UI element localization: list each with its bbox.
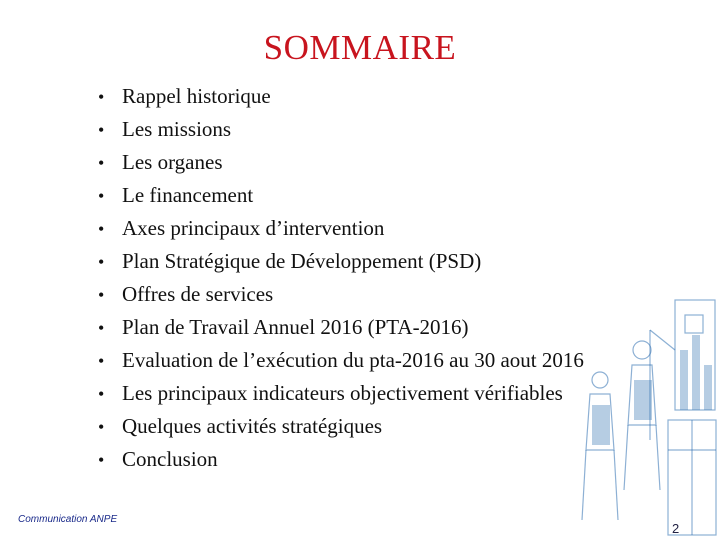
list-item — [98, 278, 584, 311]
summary-list — [98, 80, 584, 476]
bullet-icon: • — [98, 384, 105, 404]
list-item-text: Les organes — [122, 150, 223, 174]
list-item — [98, 212, 584, 245]
list-item-text: Evaluation de l’exécution du pta-2016 au 30 aout 2016 — [122, 348, 584, 372]
list-item — [98, 344, 584, 377]
list-item-text: Plan Stratégique de Développement (PSD) — [122, 249, 482, 273]
bullet-icon: • — [98, 285, 105, 305]
bullet-icon: • — [98, 417, 105, 437]
list-item-text: Axes principaux d’intervention — [122, 216, 385, 240]
slide-title: SOMMAIRE — [263, 28, 457, 67]
list-item-text: Plan de Travail Annuel 2016 (PTA-2016) — [122, 315, 469, 339]
list-item — [98, 377, 584, 410]
page-number: 2 — [672, 521, 680, 536]
list-item — [98, 311, 584, 344]
list-item-text: Le financement — [122, 183, 254, 207]
list-item-text: Quelques activités stratégiques — [122, 414, 383, 438]
list-item-text: Conclusion — [122, 447, 218, 471]
bullet-icon: • — [98, 120, 105, 140]
bullet-icon: • — [98, 450, 105, 470]
bullet-icon: • — [98, 318, 105, 338]
footer-brand-text: Communication ANPE — [18, 514, 118, 525]
list-item-text: Les missions — [122, 117, 232, 141]
bullet-icon: • — [98, 186, 105, 206]
list-item — [98, 245, 584, 278]
list-item — [98, 80, 584, 113]
decorative-figures-graphic — [580, 290, 720, 540]
list-item — [98, 443, 584, 476]
list-item — [98, 179, 584, 212]
bullet-icon: • — [98, 87, 105, 107]
list-item — [98, 113, 584, 146]
bullet-icon: • — [98, 219, 105, 239]
bullet-icon: • — [98, 153, 105, 173]
bullet-icon: • — [98, 252, 105, 272]
bullet-icon: • — [98, 351, 105, 371]
list-item-text: Offres de services — [122, 282, 274, 306]
list-item — [98, 410, 584, 443]
list-item-text: Rappel historique — [122, 84, 271, 108]
list-item — [98, 146, 584, 179]
list-item-text: Les principaux indicateurs objectivement vérifiables — [122, 381, 563, 405]
